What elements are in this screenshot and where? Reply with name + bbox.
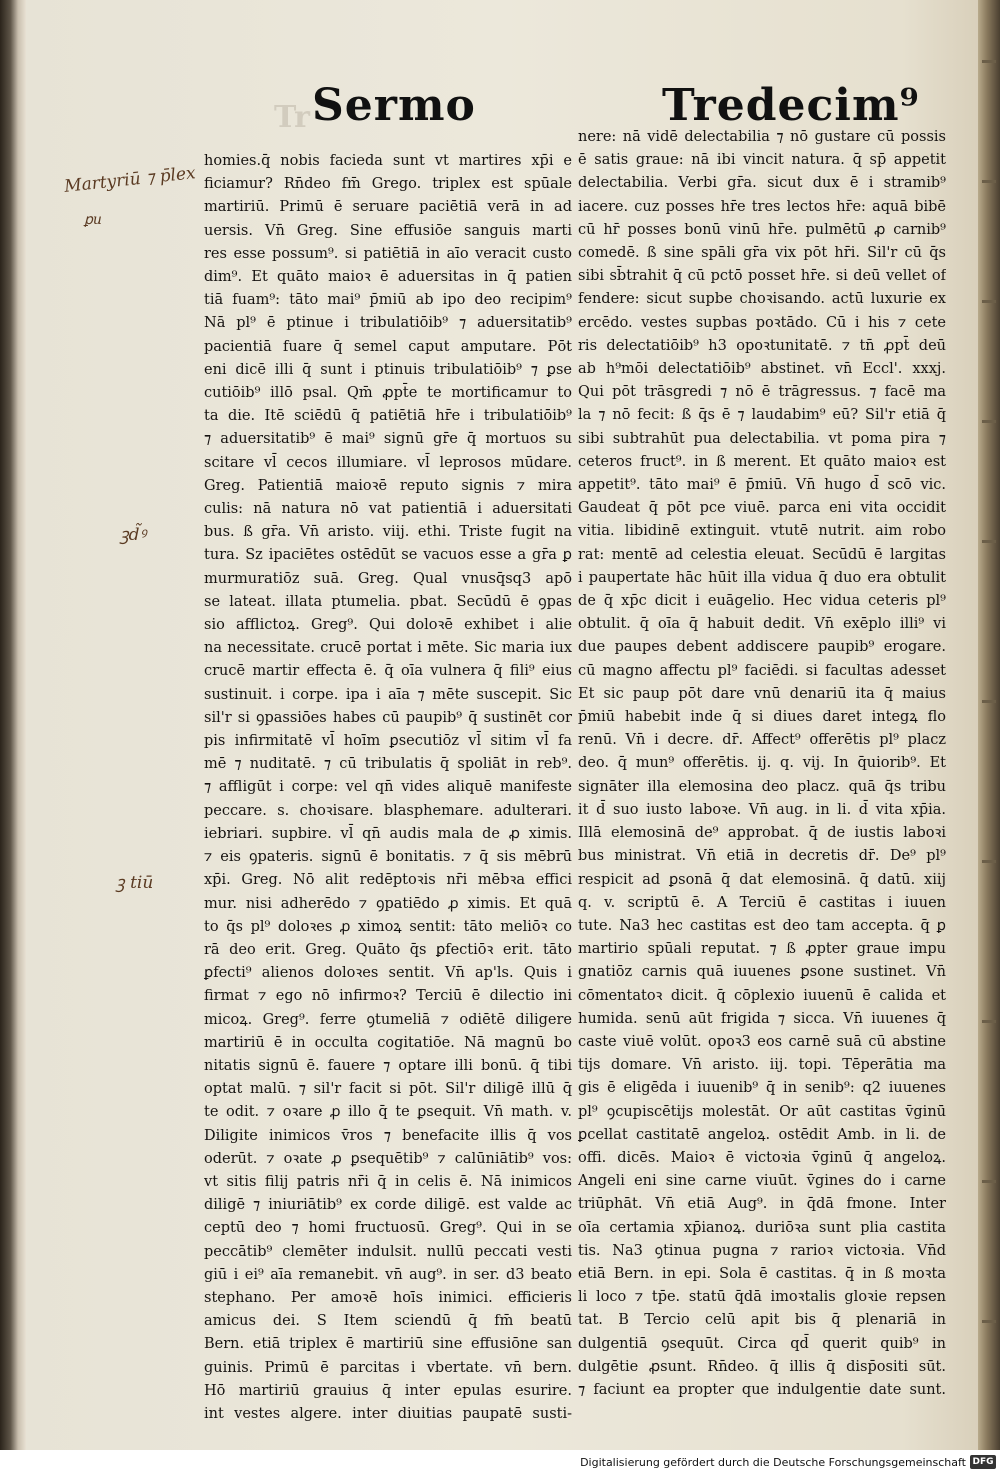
text-line: ceptū deo ⁊ homi fructuosū. Greg⁹. Qui in se — [204, 1220, 572, 1237]
text-line: gis ē eligēda i iuuenib⁹ q̄ in senib⁹: q2 iuuenes — [578, 1080, 946, 1097]
text-line: obtulit. q̄ oīa q̄ habuit dedit. Vn̄ exēplo illi⁹ vi — [578, 616, 946, 633]
text-line: Angeli eni sine carne viuūt. v̄gines do i carne — [578, 1173, 946, 1190]
text-line: murmuratiōz suā. Greg. Qual vnusq̄sq3 apō — [204, 570, 572, 587]
text-line: crucē martir effecta ē. q̄ oīa vulnera q̄ fili⁹ eius — [204, 663, 572, 680]
text-line: Qui pōt trāsgredi ⁊ nō ē trāgressus. ⁊ facē ma — [578, 384, 946, 401]
text-line: comedē. ß sine spāli gr̄a vix pōt hr̄i. Sil'r cū q̄s — [578, 245, 946, 262]
text-line: Greg. Patientiā maioꝛē reputo signis ⁊ mira — [204, 477, 572, 494]
text-line: ꝑfecti⁹ alienos doloꝛes sentit. Vn̄ ap'ls. Quis i — [204, 965, 572, 982]
text-line: sil'r si ꝯpassiōes habes cū paupib⁹ q̄ sustinēt cor — [204, 709, 572, 726]
text-line: dulgentiā ꝯsequūt. Circa qd̄ querit quib⁹ in — [578, 1335, 946, 1352]
text-line: na necessitate. crucē portat i mēte. Sic maria iux — [204, 640, 572, 657]
text-line: delectabilia. Verbi gr̄a. sicut dux ē i stramib⁹ — [578, 175, 946, 192]
text-line: sibi subtrahūt pua delectabilia. vt poma pira ⁊ — [578, 430, 946, 447]
text-line: tat. B Tercio celū apit bis q̄ plenariā in — [578, 1312, 946, 1329]
text-line: Illā elemosinā de⁹ approbat. q̄ de iustis laboꝛi — [578, 825, 946, 842]
text-line: ceteros fruct⁹. in ß merent. Et quāto maioꝛ est — [578, 453, 946, 470]
text-line: li loco ⁊ tp̄e. statū q̄dā imoꝛtalis gloꝛie repsen — [578, 1289, 946, 1306]
text-line: cū magno affectu pl⁹ faciēdi. si facultas adesset — [578, 662, 946, 679]
text-line: etiā Bern. in epi. Sola ē castitas. q̄ in ß moꝛta — [578, 1265, 946, 1282]
show-through-heading: Tr — [274, 100, 310, 135]
text-line: se lateat. illata ptumelia. pbat. Secūdū ē ꝯpas — [204, 593, 572, 610]
text-line: peccare. s. choꝛisare. blasphemare. adulterari. — [204, 802, 572, 819]
text-line: peccātib⁹ clemēter indulsit. nullū peccati vesti — [204, 1243, 572, 1260]
page-edge-mark — [982, 1180, 996, 1183]
text-line: mur. nisi adherēdo ⁊ ꝯpatiēdo ꝓ ximis. Et quā — [204, 895, 572, 912]
text-line: sio afflictoꝝ. Greg⁹. Qui doloꝛē exhibet i alie — [204, 617, 572, 634]
text-line: tiā fuam⁹: tāto mai⁹ p̄miū ab ipo deo recipim⁹ — [204, 292, 572, 309]
page-edge-mark — [982, 1320, 996, 1323]
text-line: i paupertate hāc hūit illa vidua q̄ duo era obtulit — [578, 569, 946, 586]
text-line: Gaudeat q̄ pōt pce viuē. parca eni vita occidit — [578, 500, 946, 517]
text-line: respicit ad ꝑsonā q̄ dat elemosinā. q̄ datū. xiij — [578, 871, 946, 888]
text-line: uersis. Vn̄ Greg. Sine effusiōe sanguis marti — [204, 222, 572, 239]
text-line: oīa certamia xp̄ianoꝝ. duriōꝛa sunt plia castita — [578, 1219, 946, 1236]
book-page-stack-right-edge — [978, 0, 1000, 1450]
text-line: cū hr̄ posses bonū vinū hr̄e. pulmētū ꝓ carnib⁹ — [578, 221, 946, 238]
text-line: la ⁊ nō fecit: ß q̄s ē ⁊ laudabim⁹ eū? Sil'r etiā q̄ — [578, 407, 946, 424]
margin-note: ꝑu — [84, 212, 102, 228]
page-edge-mark — [982, 60, 996, 63]
text-line: martiriū. Primū ē seruare paciētiā verā in ad — [204, 199, 572, 216]
text-line: ꝑcellat castitatē angeloꝝ. ostēdit Amb. in li. de — [578, 1126, 946, 1143]
text-line: optat malū. ⁊ sil'r facit si pōt. Sil'r diligē illū q̄ — [204, 1081, 572, 1098]
text-line: dulgētie ꝓsunt. Rn̄deo. q̄ illis q̄ disp̄ositi sūt. — [578, 1358, 946, 1375]
text-line: tis. Na3 ꝯtinua pugna ⁊ rarioꝛ victoꝛia. Vn̄d — [578, 1242, 946, 1259]
text-line: martiriū ē in occulta cogitatiōe. Nā magnū bo — [204, 1034, 572, 1051]
text-line: ē satis graue: nā ibi vincit natura. q̄ sp̄ appetit — [578, 152, 946, 169]
text-line: tura. Sz ipaciētes ostēdūt se vacuos esse a gr̄a ꝑ — [204, 547, 572, 564]
page-edge-mark — [982, 1020, 996, 1023]
text-line: dim⁹. Et quāto maioꝛ ē aduersitas in q̄ patien — [204, 269, 572, 286]
text-line: pl⁹ ꝯcupiscētijs molestāt. Or aūt castitas v̄ginū — [578, 1103, 946, 1120]
text-line: firmat ⁊ ego nō infirmoꝛ? Terciū ē dilectio ini — [204, 988, 572, 1005]
text-line: diligē ⁊ iniuriātib⁹ ex corde diligē. est valde ac — [204, 1197, 572, 1214]
text-line: eni dicē illi q̄ sunt i ptinuis tribulatiōib⁹ ⁊ ꝑse — [204, 361, 572, 378]
text-line: iacere. cuz posses hr̄e tres lectos hr̄e: aquā bibē — [578, 198, 946, 215]
text-column-left — [204, 150, 572, 1426]
text-line: vitia. libidinē extinguit. vtutē nutrit. aim robo — [578, 523, 946, 540]
text-column-right — [578, 126, 946, 1402]
text-line: ficiamur? Rn̄deo fm̄ Grego. triplex est spūale — [204, 176, 572, 193]
margin-note: ꝫd̃ꝰ — [120, 525, 147, 545]
text-line: mē ⁊ nuditatē. ⁊ cū tribulatis q̄ spoliāt in reb⁹. — [204, 756, 572, 773]
running-head-right: Tredecim⁹ — [662, 80, 920, 131]
text-line: ta die. Itē sciēdū q̄ patiētiā hr̄e i tribulatiōib⁹ — [204, 408, 572, 425]
text-line: micoꝝ. Greg⁹. ferre ꝯtumeliā ⁊ odiētē diligere — [204, 1011, 572, 1028]
text-line: cōmentatoꝛ dicit. q̄ cōplexio iuuenū ē calida et — [578, 987, 946, 1004]
text-line: q. v. scriptū ē. A Terciū ē castitas i iuuen — [578, 894, 946, 911]
text-line: Et sic paup pōt dare vnū denariū ita q̄ maius — [578, 685, 946, 702]
text-line: appetit⁹. tāto mai⁹ ē p̄miū. Vn̄ hugo d̄ scō vic. — [578, 477, 946, 494]
dfg-logo: DFG — [970, 1455, 996, 1469]
text-line: stephano. Per amoꝛē hoīs inimici. efficieris — [204, 1289, 572, 1306]
text-line: vt sitis filij patris nr̄i q̄ in celis ē. Nā inimicos — [204, 1173, 572, 1190]
text-line: due paupes debent addiscere paupib⁹ erogare. — [578, 639, 946, 656]
text-line: ⁊ faciunt ea propter que indulgentie date sunt. — [578, 1381, 946, 1398]
text-line: bus. ß gr̄a. Vn̄ aristo. viij. ethi. Triste fugit na — [204, 524, 572, 541]
text-line: gnatiōz carnis quā iuuenes ꝑsone sustinet. Vn̄ — [578, 964, 946, 981]
text-line: int vestes algere. inter diuitias paupatē susti- — [204, 1405, 572, 1422]
text-line: humida. senū aūt frigida ⁊ sicca. Vn̄ iuuenes q̄ — [578, 1010, 946, 1027]
text-line: scitare vl̄ cecos illumiare. vl̄ leprosos mūdare. — [204, 454, 572, 471]
text-line: ⁊ affligūt i corpe: vel qn̄ vides aliquē manifeste — [204, 779, 572, 796]
text-line: ercēdo. vestes supbas poꝛtādo. Cū i his ⁊ cete — [578, 314, 946, 331]
text-line: it d̄ suo iusto laboꝛe. Vn̄ aug. in li. d̄ vita xp̄ia. — [578, 801, 946, 818]
text-line: bus ministrat. Vn̄ etiā in decretis dr̄. De⁹ pl⁹ — [578, 848, 946, 865]
text-line: homies.q̄ nobis facieda sunt vt martires xp̄i e — [204, 153, 572, 169]
text-line: sibi sb̄trahit q̄ cū pctō posset hr̄e. si deū vellet of — [578, 268, 946, 285]
margin-note: Martyriū ⁊ p̄lex — [63, 163, 197, 197]
text-line: ris delectatiōib⁹ h3 opoꝛtunitatē. ⁊ tn̄ ꝓpt̄ deū — [578, 337, 946, 354]
margin-note: ꝫ tiū — [116, 873, 154, 893]
text-line: martirio spūali reputat. ⁊ ß ꝓpter graue impu — [578, 941, 946, 958]
text-line: Diligite inimicos v̄ros ⁊ benefacite illis q̄ vos — [204, 1127, 572, 1144]
text-line: tute. Na3 hec castitas est deo tam accepta. q̄ ꝑ — [578, 917, 946, 934]
text-line: p̄miū habebit inde q̄ si diues daret integꝝ flo — [578, 709, 946, 726]
page-edge-mark — [982, 540, 996, 543]
text-line: res esse possum⁹. si patiētiā in aīo veracit custo — [204, 245, 572, 262]
text-line: guinis. Primū ē parcitas i vbertate. vn̄ bern. — [204, 1359, 572, 1376]
text-line: Bern. etiā triplex ē martiriū sine effusiōne san — [204, 1336, 572, 1353]
page-edge-mark — [982, 700, 996, 703]
text-line: giū i ei⁹ aīa remanebit. vn̄ aug⁹. in ser. d3 beato — [204, 1266, 572, 1283]
text-line: ⁊ eis ꝯpateris. signū ē bonitatis. ⁊ q̄ sis mēbrū — [204, 849, 572, 866]
text-line: iebriari. supbire. vl̄ qn̄ audis mala de ꝓ ximis. — [204, 825, 572, 842]
text-line: de q̄ xp̄c dicit i euāgelio. Hec vidua ceteris pl⁹ — [578, 593, 946, 610]
text-line: triūphāt. Vn̄ etiā Aug⁹. in q̄dā fmone. Inter — [578, 1196, 946, 1213]
text-line: offi. dicēs. Maioꝛ ē victoꝛia v̄ginū q̄ angeloꝝ. — [578, 1149, 946, 1166]
page-edge-mark — [982, 300, 996, 303]
book-binding-left-edge — [0, 0, 26, 1450]
text-line: amicus dei. S Item sciendū q̄ fm̄ beatū — [204, 1313, 572, 1330]
text-line: rat: mentē ad celestia eleuat. Secūdū ē largitas — [578, 546, 946, 563]
digitization-footer — [0, 1450, 1000, 1475]
text-line: ab h⁹mōi delectatiōib⁹ abstinet. vn̄ Eccl'. xxxj. — [578, 361, 946, 378]
text-line: fendere: sicut supbe choꝛisando. actū luxurie ex — [578, 291, 946, 308]
text-line: nere: nā vidē delectabilia ⁊ nō gustare cū possis — [578, 129, 946, 145]
running-head-left: Sermo — [312, 80, 476, 131]
text-line: xp̄i. Greg. Nō alit redēptoꝛis nr̄i mēbꝛa effici — [204, 872, 572, 889]
page-edge-mark — [982, 860, 996, 863]
text-line: rā deo erit. Greg. Quāto q̄s ꝑfectiōꝛ erit. tāto — [204, 941, 572, 958]
text-line: deo. q̄ mun⁹ offerētis. ij. q. vij. In q̄uiorib⁹. Et — [578, 755, 946, 772]
footer-credit: Digitalisierung gefördert durch die Deutsche Forschungsgemeinschaft — [580, 1456, 966, 1469]
text-line: Nā pl⁹ ē ptinue i tribulatiōib⁹ ⁊ aduersitatib⁹ — [204, 315, 572, 332]
text-line: nitatis signū ē. fauere ⁊ optare illi bonū. q̄ tibi — [204, 1057, 572, 1074]
text-line: caste viuē volūt. opoꝛ3 eos carnē suā cū abstine — [578, 1033, 946, 1050]
text-line: ⁊ aduersitatib⁹ ē mai⁹ signū gr̄e q̄ mortuos su — [204, 431, 572, 448]
text-line: te odit. ⁊ oꝛare ꝓ illo q̄ te ꝑsequit. Vn̄ math. v. — [204, 1104, 572, 1121]
text-line: Hō martiriū grauius q̄ inter epulas esurire. — [204, 1382, 572, 1399]
page-edge-mark — [982, 420, 996, 423]
text-line: signāter illa elemosina deo placz. quā q̄s tribu — [578, 778, 946, 795]
text-line: tijs domare. Vn̄ aristo. iij. topi. Tēperātia ma — [578, 1057, 946, 1074]
text-line: renū. Vn̄ i decre. dr̄. Affect⁹ offerētis pl⁹ placz — [578, 732, 946, 749]
page-edge-mark — [982, 180, 996, 183]
text-line: cutiōib⁹ illō psal. Qm̄ ꝓpt̄e te mortificamur to — [204, 385, 572, 402]
text-line: culis: nā natura nō vat patientiā i aduersitati — [204, 501, 572, 518]
text-line: sustinuit. i corpe. ipa i aīa ⁊ mēte suscepit. Sic — [204, 686, 572, 703]
text-line: to q̄s pl⁹ doloꝛes ꝓ ximoꝝ sentit: tāto meliōꝛ co — [204, 918, 572, 935]
text-line: pacientiā fuare q̄ semel caput amputare. Pōt — [204, 338, 572, 355]
text-line: pis infirmitatē vl̄ hoīm ꝑsecutiōz vl̄ sitim vl̄ fa — [204, 733, 572, 750]
text-line: oderūt. ⁊ oꝛate ꝓ ꝑsequētib⁹ ⁊ calūniātib⁹ vos: — [204, 1150, 572, 1167]
